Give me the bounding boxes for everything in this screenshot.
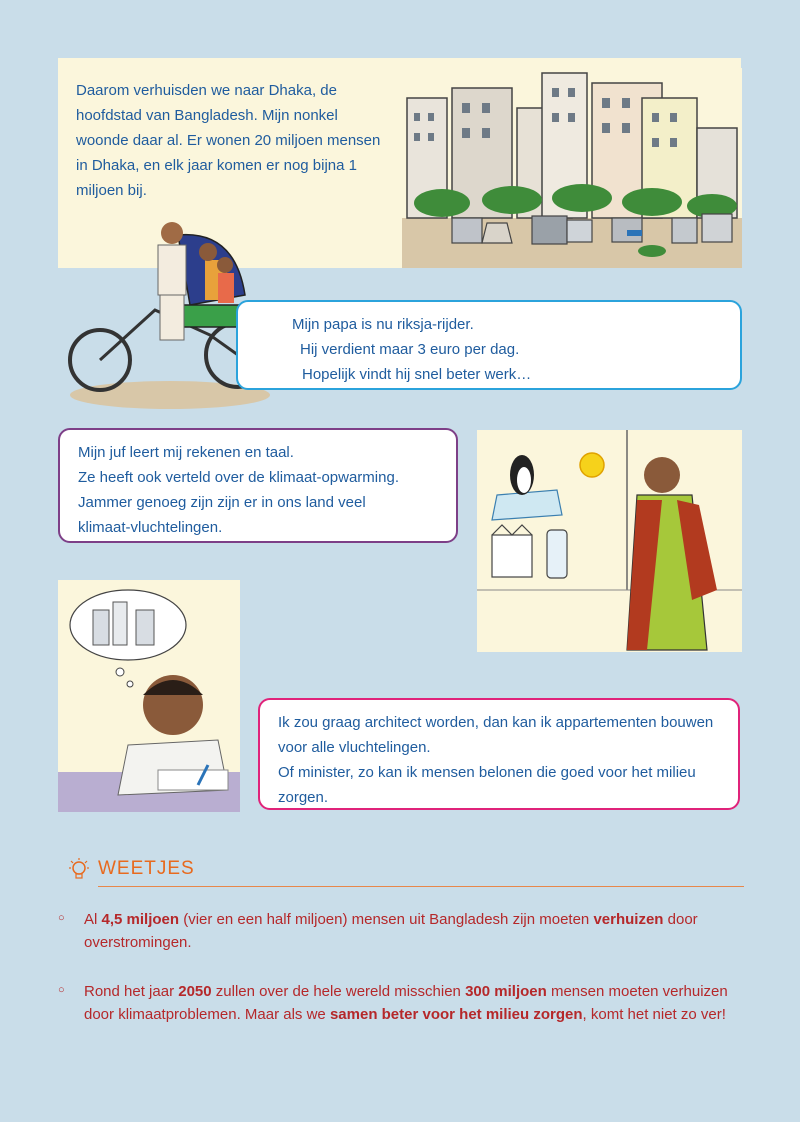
bubble2-line-1: Mijn juf leert mij rekenen en taal.: [78, 444, 294, 461]
bubble3-line-3: Of minister, zo kan ik mensen belonen die goed voor het milieu: [278, 764, 696, 781]
bullet-1-icon: ○: [58, 912, 65, 924]
fact1-bold-2: verhuizen: [593, 911, 664, 928]
speech-bubble-boy: [258, 698, 740, 810]
fact2-text-a: Rond het jaar: [84, 983, 179, 1000]
city-illustration: [402, 68, 742, 268]
boy-illustration: [58, 580, 240, 812]
lightbulb-icon: [68, 858, 90, 882]
fact2-bold-3: samen beter voor het milieu zorgen: [329, 1006, 583, 1023]
bubble1-line-2: Hij verdient maar 3 euro per dag.: [300, 341, 520, 358]
fact2-text-d: mensen moeten verhuizen door klimaatproblemen. Maar als we: [84, 983, 728, 1023]
bubble1-line-1: Mijn papa is nu riksja-rijder.: [292, 316, 474, 333]
fact2-text-c: zullen over de hele wereld misschien: [211, 983, 466, 1000]
bubble3-line-1: Ik zou graag architect worden, dan kan ik appartementen bouwen: [278, 714, 714, 731]
fact-2: [84, 980, 744, 1026]
weetjes-title: WEETJES: [98, 858, 195, 879]
bubble2-line-3: Jammer genoeg zijn zijn er in ons land veel: [78, 494, 366, 511]
fact1-text-c: (vier en een half miljoen) mensen uit Bangladesh zijn moeten: [179, 911, 594, 928]
bubble3-line-4: zorgen.: [278, 789, 329, 806]
bullet-2-icon: ○: [58, 984, 65, 996]
fact2-bold-1: 2050: [178, 983, 212, 1000]
fact1-bold-1: 4,5 miljoen: [101, 911, 180, 928]
fact-1: [84, 908, 744, 954]
speech-bubble-papa: [236, 300, 742, 390]
weetjes-divider: [98, 886, 744, 887]
speech-bubble-teacher: [58, 428, 458, 543]
fact1-text-d: door overstromingen.: [84, 911, 698, 951]
bubble2-line-2: Ze heeft ook verteld over de klimaat-opwarming.: [78, 469, 399, 486]
teacher-illustration: [477, 430, 742, 652]
fact1-text-a: Al: [84, 911, 102, 928]
bubble2-line-4: klimaat-vluchtelingen.: [78, 519, 223, 536]
fact2-text-e: , komt het niet zo ver!: [582, 1006, 726, 1023]
bubble3-line-2: voor alle vluchtelingen.: [278, 739, 431, 756]
story-paragraph-1: Daarom verhuisden we naar Dhaka, de hoofdstad van Bangladesh. Mijn nonkel woonde daar al. Er wonen 20 miljoen mensen in Dhaka, en elk jaar komen er nog bijna 1 miljoen bij.: [76, 82, 381, 199]
bubble1-line-3: Hopelijk vindt hij snel beter werk…: [302, 366, 532, 383]
fact2-bold-2: 300 miljoen: [465, 983, 547, 1000]
